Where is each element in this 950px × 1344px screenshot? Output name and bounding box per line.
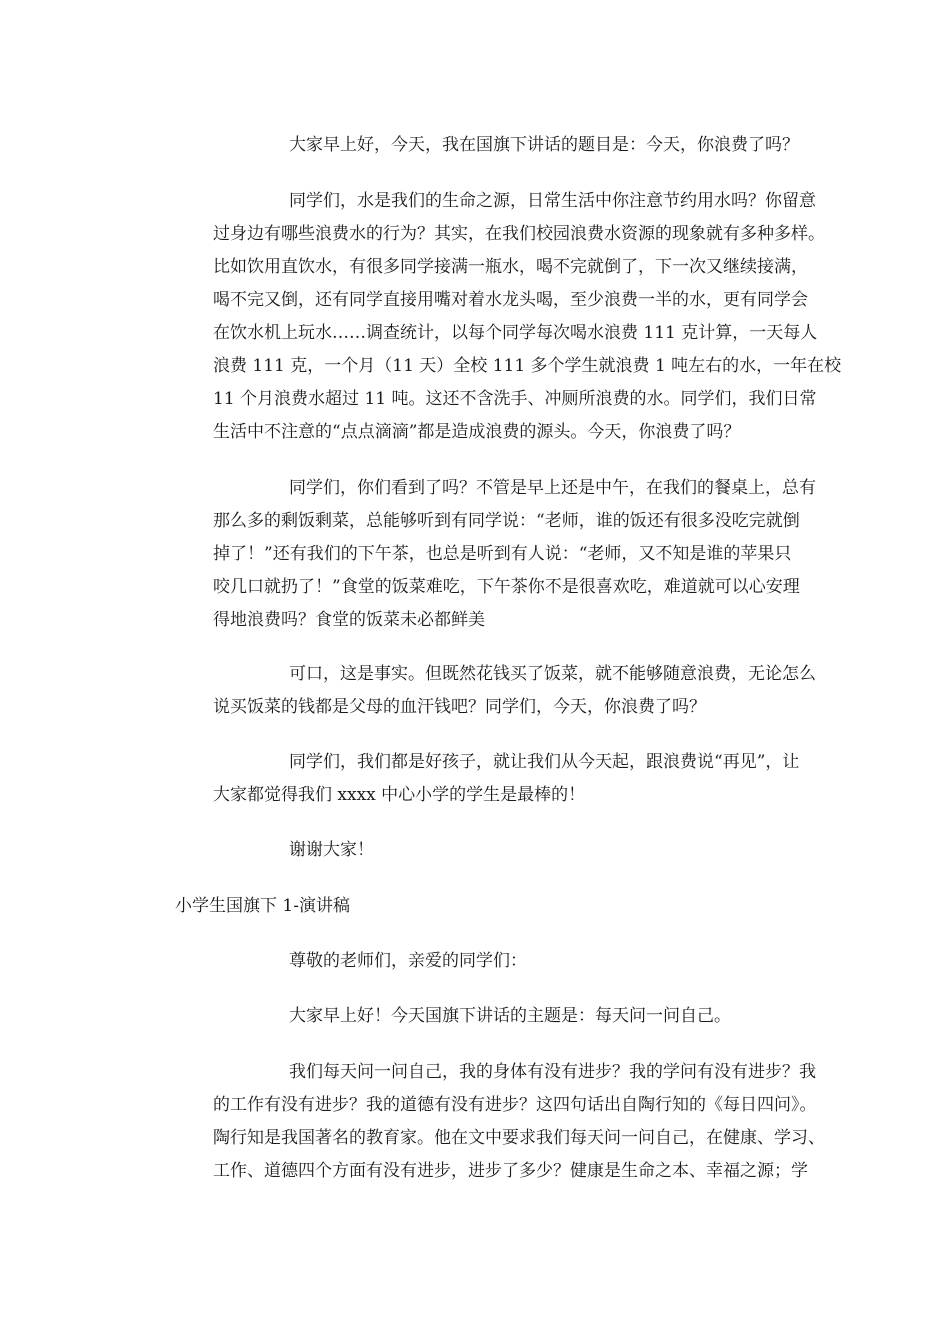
paragraph-four-questions: [137, 1056, 825, 1188]
paragraph-salutation: [137, 945, 817, 978]
paragraph-food-cost: [137, 658, 817, 724]
text-line: 说买饭菜的钱都是父母的血汗钱吧？同学们，今天，你浪费了吗？: [213, 697, 706, 717]
text-line: 喝不完又倒，还有同学直接用嘴对着水龙头喝，至少浪费一半的水，更有同学会: [213, 290, 808, 310]
text-line: 工作、道德四个方面有没有进步，进步了多少？健康是生命之本、幸福之源；学: [213, 1161, 808, 1181]
paragraph-goodbye-waste: [137, 746, 817, 812]
section-heading: 小学生国旗下 1-演讲稿: [175, 896, 350, 916]
paragraph-topic: [137, 1000, 817, 1033]
text-line: 同学们，你们看到了吗？不管是早上还是中午，在我们的餐桌上，总有: [289, 478, 816, 498]
text-line: 尊敬的老师们，亲爱的同学们：: [289, 951, 527, 971]
text-line: 谢谢大家！: [289, 840, 374, 860]
text-line: 那么多的剩饭剩菜，总能够听到有同学说：“老师，谁的饭还有很多没吃完就倒: [213, 511, 800, 531]
text-line: 大家早上好！今天国旗下讲话的主题是：每天问一问自己。: [289, 1006, 731, 1026]
paragraph-greeting: [137, 129, 817, 162]
text-line: 得地浪费吗？食堂的饭菜未必都鲜美: [213, 610, 485, 630]
text-line: 陶行知是我国著名的教育家。他在文中要求我们每天问一问自己，在健康、学习、: [213, 1128, 825, 1148]
text-line: 大家都觉得我们 xxxx 中心小学的学生是最棒的！: [213, 785, 586, 805]
text-line: 掉了！”还有我们的下午茶，也总是听到有人说：“老师，又不知是谁的苹果只: [213, 544, 792, 564]
paragraph-food-waste: [137, 472, 817, 637]
text-line: 在饮水机上玩水……调查统计，以每个同学每次喝水浪费 111 克计算，一天每人: [213, 323, 818, 343]
text-line: 11 个月浪费水超过 11 吨。这还不含洗手、冲厕所浪费的水。同学们，我们日常: [213, 389, 817, 409]
text-line: 可口，这是事实。但既然花钱买了饭菜，就不能够随意浪费，无论怎么: [289, 664, 816, 684]
text-line: 同学们，我们都是好孩子，就让我们从今天起，跟浪费说“再见”，让: [289, 752, 800, 772]
text-line: 浪费 111 克，一个月（11 天）全校 111 多个学生就浪费 1 吨左右的水，一年在校: [213, 356, 842, 376]
text-line: 咬几口就扔了！”食堂的饭菜难吃，下午茶你不是很喜欢吃，难道就可以心安理: [213, 577, 800, 597]
text-line: 我们每天问一问自己，我的身体有没有进步？我的学问有没有进步？我: [289, 1062, 816, 1082]
text-line: 生活中不注意的“点点滴滴”都是造成浪费的源头。今天，你浪费了吗？: [213, 422, 741, 442]
text-line: 比如饮用直饮水，有很多同学接满一瓶水，喝不完就倒了，下一次又继续接满，: [213, 257, 808, 277]
text-line: 的工作有没有进步？我的道德有没有进步？这四句话出自陶行知的《每日四问》。: [213, 1095, 817, 1115]
text-line: 同学们，水是我们的生命之源，日常生活中你注意节约用水吗？你留意: [289, 191, 816, 211]
text-line: 过身边有哪些浪费水的行为？其实，在我们校园浪费水资源的现象就有多种多样。: [213, 224, 825, 244]
text-line: 大家早上好，今天，我在国旗下讲话的题目是：今天，你浪费了吗？: [289, 135, 799, 155]
paragraph-thanks: [137, 834, 817, 867]
paragraph-water-waste: [137, 185, 842, 449]
